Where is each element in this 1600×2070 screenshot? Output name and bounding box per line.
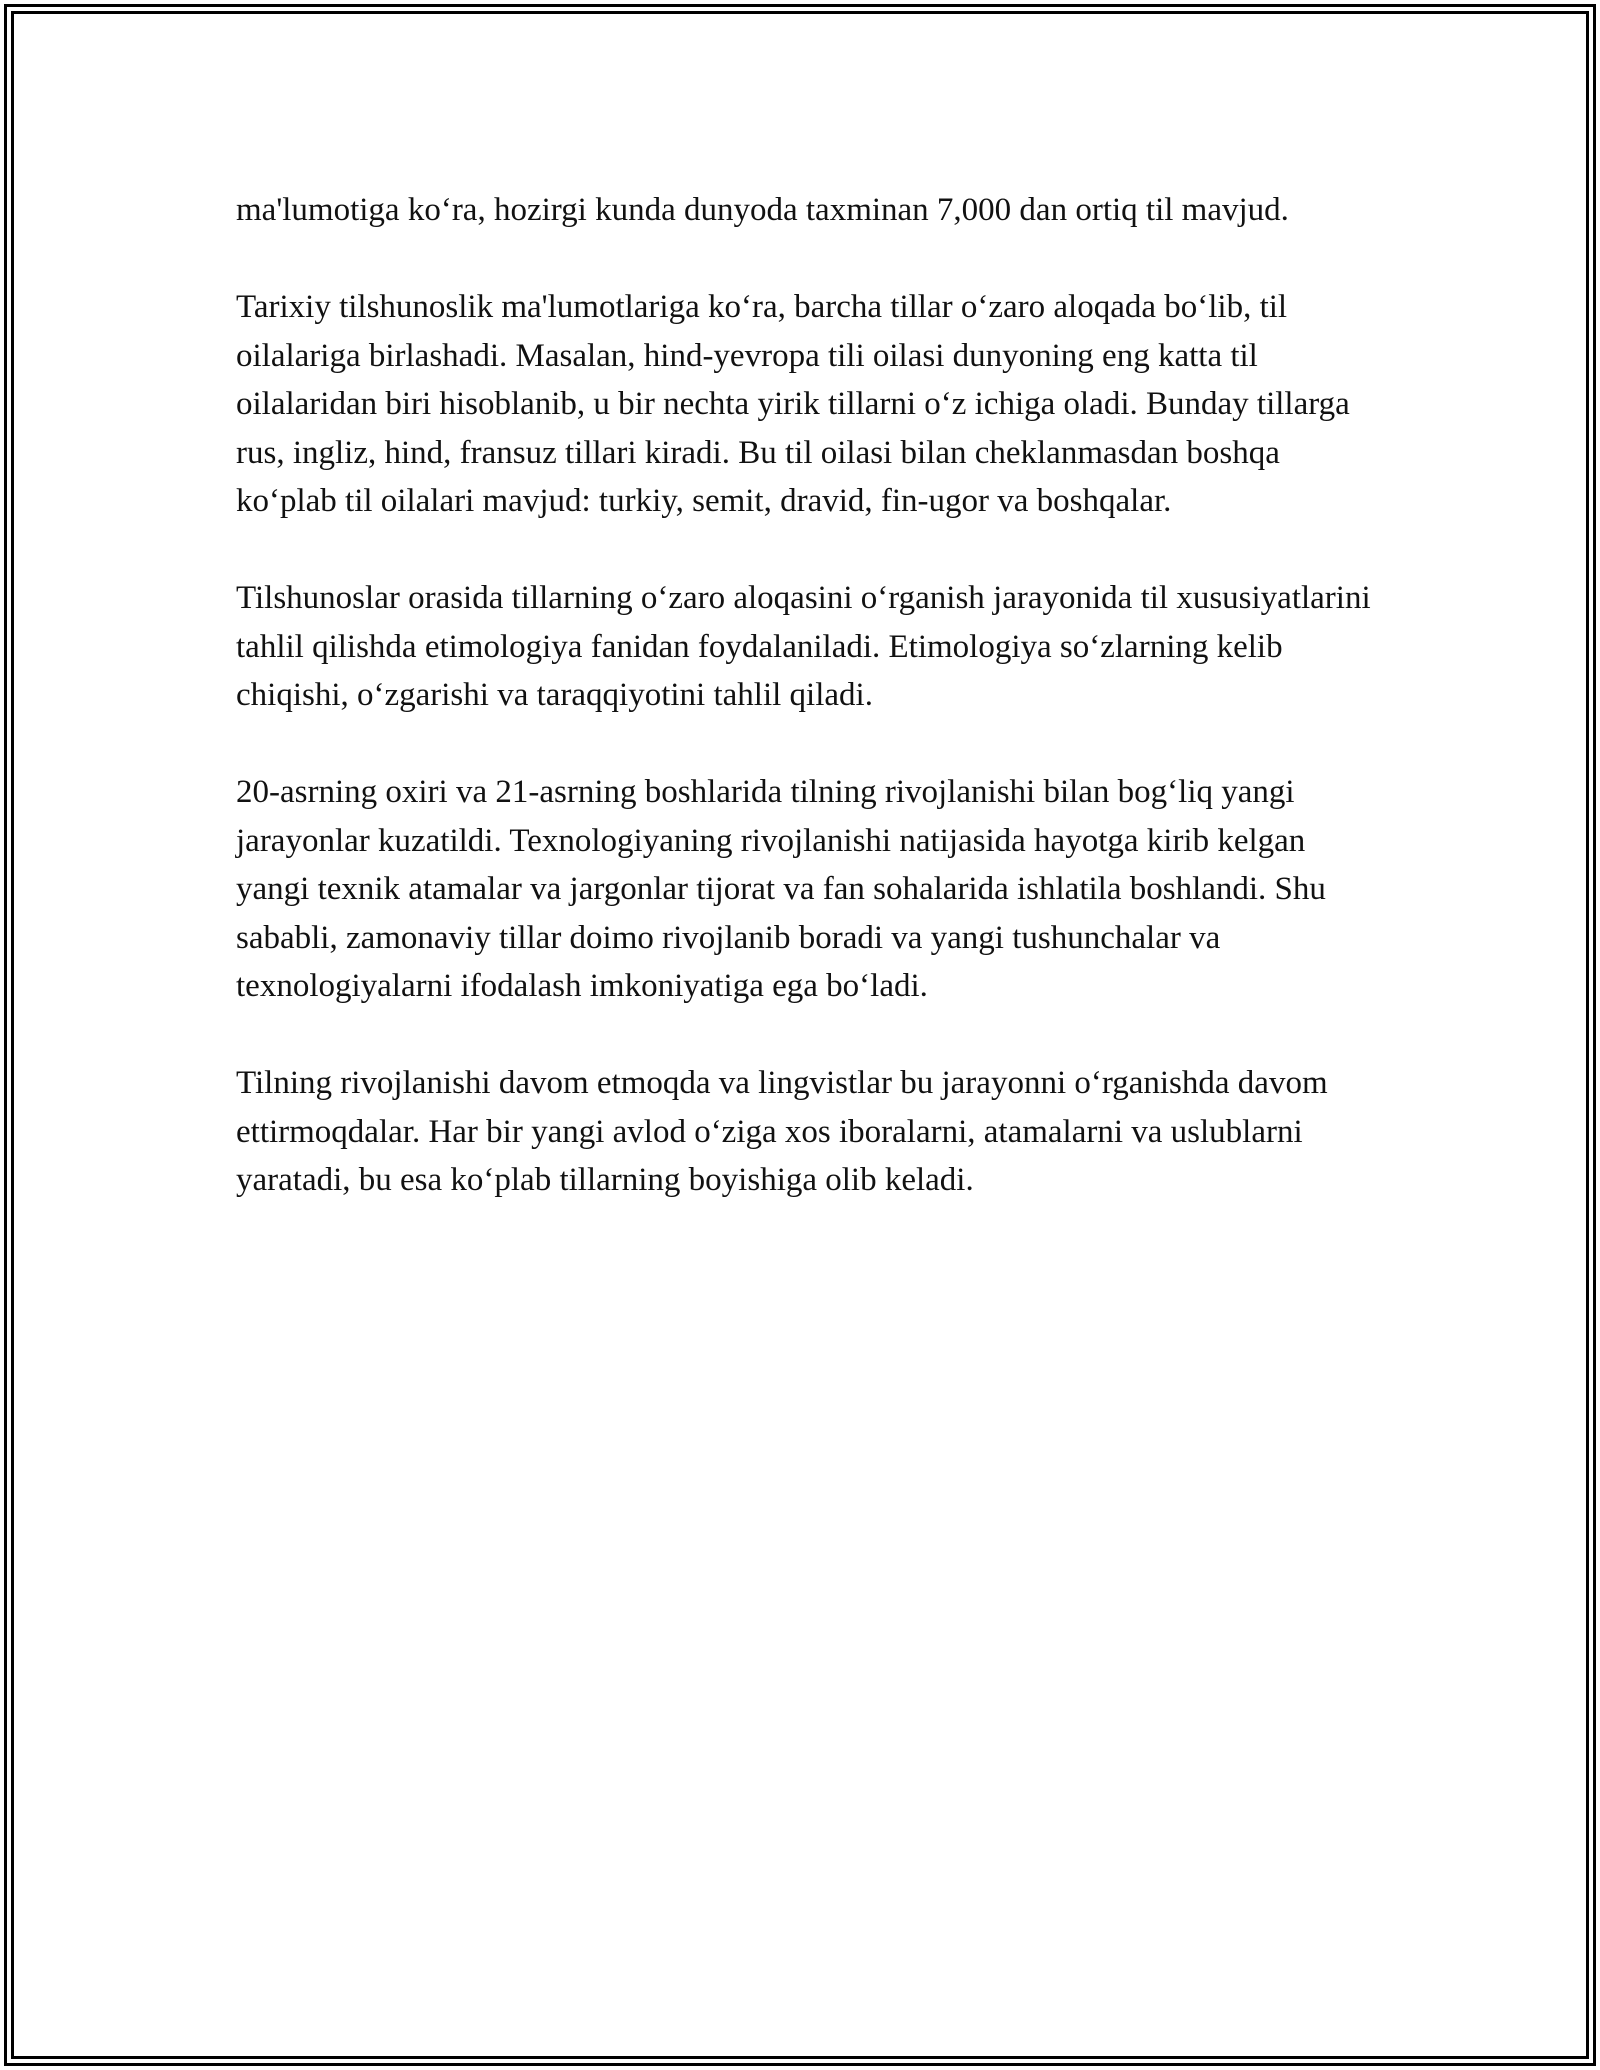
paragraph-4: 20-asrning oxiri va 21-asrning boshlarida tilning rivojlanishi bilan bogʻliq yangi jarayonlar kuzatildi. Texnologiyaning rivojlanishi natijasida hayotga kirib kelgan yangi texnik atamalar va jargonlar tijorat va fan sohalarida ishlatila boshlandi. Shu sababli, zamonaviy tillar doimo rivojlanib boradi va yangi tushunchalar va texnologiyalarni ifodalash imkoniyatiga ega boʻladi. [236, 774, 1326, 1004]
paragraph-3: Tilshunoslar orasida tillarning oʻzaro aloqasini oʻrganish jarayonida til xususiyatlarini tahlil qilishda etimologiya fanidan foydalaniladi. Etimologiya soʻzlarning kelib chiqishi, oʻzgarishi va taraqqiyotini tahlil qiladi. [236, 580, 1371, 713]
paragraph-2: Tarixiy tilshunoslik ma'lumotlariga koʻra, barcha tillar oʻzaro aloqada boʻlib, til oilalariga birlashadi. Masalan, hind-yevropa tili oilasi dunyoning eng katta til oilalaridan biri hisoblanib, u bir nechta yirik tillarni oʻz ichiga oladi. Bunday tillarga rus, ingliz, hind, fransuz tillari kiradi. Bu til oilasi bilan cheklanmasdan boshqa koʻplab til oilalari mavjud: turkiy, semit, dravid, fin-ugor va boshqalar. [236, 289, 1350, 519]
paragraph-1: ma'lumotiga koʻra, hozirgi kunda dunyoda taxminan 7,000 dan ortiq til mavjud. [236, 192, 1289, 228]
document-body [236, 186, 1386, 1253]
paragraph-5: Tilning rivojlanishi davom etmoqda va lingvistlar bu jarayonni oʻrganishda davom ettirmoqdalar. Har bir yangi avlod oʻziga xos iboralarni, atamalarni va uslublarni yaratadi, bu esa koʻplab tillarning boyishiga olib keladi. [236, 1065, 1328, 1198]
